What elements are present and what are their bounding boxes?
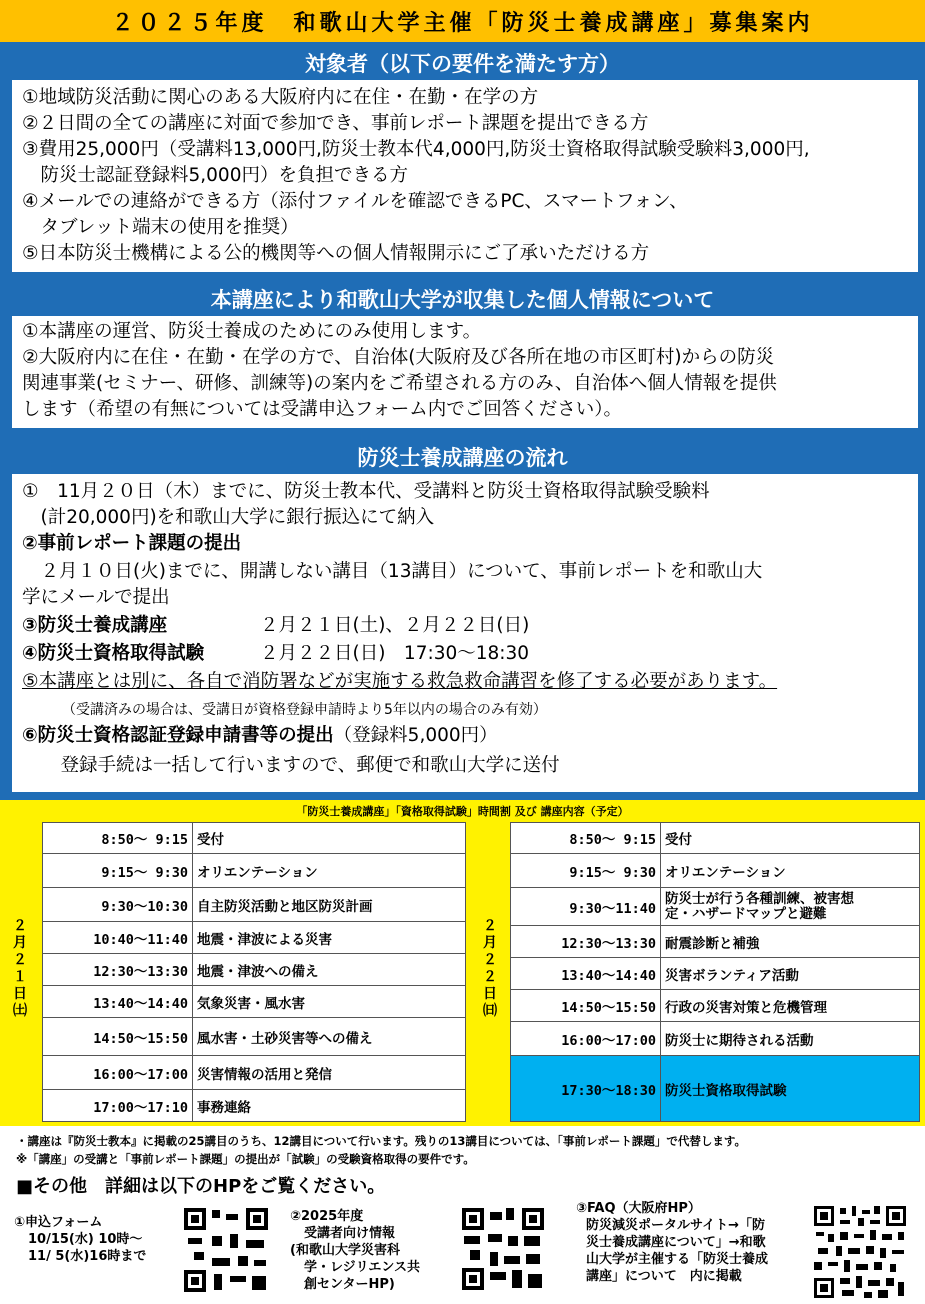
eligibility-item: ①地域防災活動に関心のある大阪府内に在住・在勤・在学の方	[22, 87, 539, 108]
privacy-item: します（希望の有無については受講申込フォーム内でご回答ください）。	[22, 399, 622, 420]
eligibility-item: ⑤日本防災士機構による公的機関等への個人情報開示にご了承いただける方	[22, 243, 650, 264]
participant-info-qr-icon[interactable]	[460, 1206, 546, 1292]
table-row: 16:00～17:00 防災士に期待される活動	[511, 1022, 920, 1056]
table-row: 9:30～10:30 自主防災活動と地区防災計画	[43, 888, 466, 922]
eligibility-panel	[12, 80, 918, 272]
table-row: 8:50～ 9:15 受付	[511, 823, 920, 854]
faq-info: ③FAQ（大阪府HP） 防災減災ポータルサイト→「防 災士養成講座について」→和歌 山大学が主催する「防災士養成 講座」について 内に掲載	[576, 1201, 769, 1284]
application-form-qr-icon[interactable]	[182, 1206, 270, 1294]
table-row: 9:15～ 9:30 オリエンテーション	[43, 854, 466, 888]
privacy-heading: 本講座により和歌山大学が収集した個人情報について	[210, 288, 715, 312]
flow-step-5: ⑤本講座とは別に、各自で消防署などが実施する救急救命講習を修了する必要があります。	[22, 671, 778, 692]
eligibility-item: ②２日間の全ての講座に対面で参加でき、事前レポート課題を提出できる方	[22, 113, 649, 134]
eligibility-item: ④メールでの連絡ができる方（添付ファイルを確認できるPC、スマートフォン、	[22, 191, 688, 212]
table-row: 9:15～ 9:30 オリエンテーション	[511, 854, 920, 888]
flow-step-2-detail: ２月１０日(火)までに、開講しない講目（13講目）について、事前レポートを和歌山大	[22, 561, 763, 582]
flow-step-3: ③防災士養成講座	[22, 615, 168, 636]
flow-step-1: ① 11月２０日（木）までに、防災士教本代、受講料と防災士資格取得試験受験料	[22, 481, 710, 502]
table-row: 12:30～13:30 耐震診断と補強	[511, 926, 920, 958]
flow-panel	[12, 474, 918, 792]
note-line: ・講座は『防災士教本』に掲載の25講目のうち、12講目について行います。残りの13講目については、「事前レポート課題」で代替します。	[16, 1134, 746, 1148]
exam-cell: 防災士資格取得試験	[661, 1056, 920, 1122]
table-row: 13:40～14:40 災害ボランティア活動	[511, 958, 920, 990]
table-row: 13:40～14:40 気象災害・風水害	[43, 986, 466, 1018]
flow-step-6-fee: （登録料5,000円）	[333, 725, 498, 746]
other-heading: ■その他 詳細は以下のHPをご覧ください。	[16, 1176, 386, 1197]
day1-label: ２ 月 ２ １ 日 ㈯	[13, 918, 27, 1019]
privacy-panel	[12, 316, 918, 428]
flow-heading: 防災士養成講座の流れ	[357, 446, 568, 470]
table-row: 17:30～18:30 防災士資格取得試験	[511, 1056, 920, 1122]
table-row: 14:50～15:50 行政の災害対策と危機管理	[511, 990, 920, 1022]
privacy-item: 関連事業(セミナー、研修、訓練等)の案内をご希望される方のみ、自治体へ個人情報を提供	[22, 373, 777, 394]
flow-step-1-detail: (計20,000円)を和歌山大学に銀行振込にて納入	[22, 507, 435, 528]
table-row: 9:30～11:40 防災士が行う各種訓練、被害想 定・ハザードマップと避難	[511, 888, 920, 926]
table-row: 12:30～13:30 地震・津波への備え	[43, 954, 466, 986]
day1-timetable	[42, 822, 466, 1122]
flow-step-6: ⑥防災士資格認証登録申請書等の提出	[22, 725, 334, 746]
flow-step-6-detail: 登録手続は一括して行いますので、郵便で和歌山大学に送付	[42, 755, 560, 776]
participant-info: ②2025年度 受講者向け情報 (和歌山大学災害科 学・レジリエンス共 創センターHP)	[290, 1209, 421, 1292]
faq-qr-icon[interactable]	[812, 1204, 908, 1300]
table-row: 8:50～ 9:15 受付	[43, 823, 466, 854]
note-line: ※「講座」の受講と「事前レポート課題」の提出が「試験」の受験資格取得の要件です。	[16, 1152, 475, 1166]
table-row: 16:00～17:00 災害情報の活用と発信	[43, 1056, 466, 1090]
flow-step-4: ④防災士資格取得試験	[22, 643, 205, 664]
flow-step-2-detail: 学にメールで提出	[22, 587, 170, 608]
eligibility-item: 防災士認証登録料5,000円）を負担できる方	[22, 165, 408, 186]
page-title: ２０２５年度 和歌山大学主催「防災士養成講座」募集案内	[111, 11, 814, 36]
day2-label: ２ 月 ２ ２ 日 ㈰	[483, 918, 497, 1019]
privacy-item: ②大阪府内に在住・在勤・在学の方で、自治体(大阪府及び各所在地の市区町村)からの防災	[22, 347, 775, 368]
flow-step-3-date: ２月２１日(土)、２月２２日(日)	[260, 615, 530, 636]
eligibility-heading: 対象者（以下の要件を満たす方）	[305, 52, 620, 76]
application-form-info: ①申込フォーム 10/15(水) 10時～ 11/ 5(水)16時まで	[14, 1215, 147, 1264]
table-row: 17:00～17:10 事務連絡	[43, 1090, 466, 1122]
privacy-item: ①本講座の運営、防災士養成のためにのみ使用します。	[22, 321, 482, 342]
table-row: 10:40～11:40 地震・津波による災害	[43, 922, 466, 954]
eligibility-item: ③費用25,000円（受講料13,000円,防災士教本代4,000円,防災士資格取得試験受験料3,000円,	[22, 139, 810, 160]
flow-step-4-date: ２月２２日(日) 17:30～18:30	[260, 643, 530, 664]
eligibility-item: タブレット端末の使用を推奨）	[22, 217, 299, 238]
day2-timetable	[510, 822, 920, 1122]
schedule-title: 「防災士養成講座」「資格取得試験」時間割 及び 講座内容（予定）	[296, 805, 629, 818]
title-banner	[0, 0, 925, 42]
flow-step-5-note: （受講済みの場合は、受講日が資格登録申請時より5年以内の場合のみ有効）	[62, 702, 547, 718]
table-row: 14:50～15:50 風水害・土砂災害等への備え	[43, 1018, 466, 1056]
flow-step-2: ②事前レポート課題の提出	[22, 533, 242, 554]
